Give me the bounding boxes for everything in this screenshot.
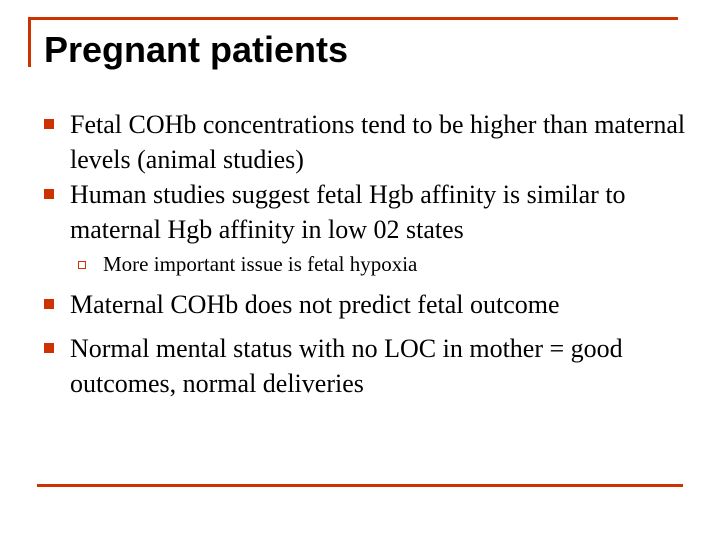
- filled-square-bullet-icon: [44, 343, 54, 353]
- hollow-square-bullet-icon: [78, 261, 86, 269]
- bullet-text: Maternal COHb does not predict fetal outcome: [70, 290, 560, 319]
- filled-square-bullet-icon: [44, 299, 54, 309]
- bullet-text: Normal mental status with no LOC in mother = good outcomes, normal deliveries: [70, 334, 623, 398]
- filled-square-bullet-icon: [44, 119, 54, 129]
- bullet-text: Human studies suggest fetal Hgb affinity is similar to maternal Hgb affinity in low 02 states: [70, 180, 626, 244]
- slide-title: Pregnant patients: [44, 29, 349, 70]
- filled-square-bullet-icon: [44, 189, 54, 199]
- sub-bullet-text: More important issue is fetal hypoxia: [103, 252, 418, 276]
- bullet-text: Fetal COHb concentrations tend to be higher than maternal levels (animal studies): [70, 110, 686, 174]
